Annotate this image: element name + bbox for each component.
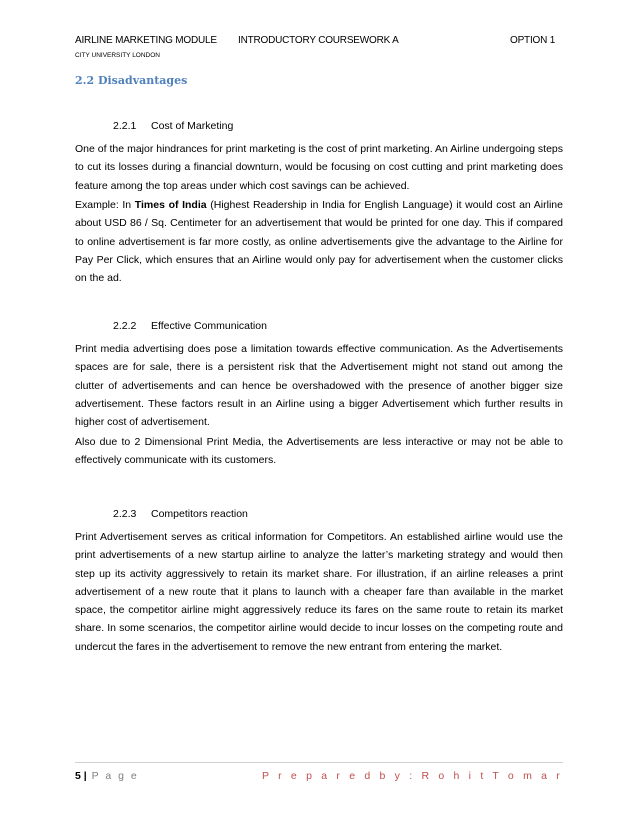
header-coursework-title: INTRODUCTORY COURSEWORK A <box>238 35 399 46</box>
newspaper-name: Times of India <box>134 199 207 211</box>
subsection-heading-effective-communication <box>113 320 267 332</box>
subsection-number: 2.2.2 <box>113 320 137 332</box>
subsection-heading-cost-of-marketing <box>113 120 233 132</box>
footer-page-number <box>75 770 139 782</box>
paragraph-communication-1: Print media advertising does pose a limitation towards effective communication. As the Advertisements spaces are for sale, there is a persistent risk that the Advertisement might not stand out among the clutter of advertisements and can hence be overshadowed with the presence of another bigger size advertisement. These factors result in an Airline using a bigger Advertisement which further results in higher cost of advertisement. <box>75 343 563 429</box>
footer-divider <box>75 762 563 763</box>
header-university: CITY UNIVERSITY LONDON <box>75 52 160 59</box>
subsection-title: Cost of Marketing <box>151 120 234 132</box>
paragraph-text: Example: In <box>75 199 135 211</box>
paragraph-text: (Highest Readership in India for English Language) it would cost an Airline about USD 86 / Sq. Centimeter for an advertisement that would be printed for one day. This if compared to online advertisement is far more costly, as online advertisements give the advantage to the Airline for Pay Per Click, which ensures that an Airline would only pay for advertisement when the customer clicks on the ad. <box>75 199 563 285</box>
subsection-title: Competitors reaction <box>151 508 248 520</box>
subsection-heading-competitors-reaction <box>113 508 248 520</box>
header-option: OPTION 1 <box>510 35 556 46</box>
paragraph-competitors-1: Print Advertisement serves as critical information for Competitors. An established airline would use the print advertisements of a new startup airline to analyze the latter’s marketing strategy and would then step up its activity aggressively to retain its market share. For illustration, if an airline releases a print advertisement of a new route that it plans to launch with a cheaper fare than available in the market space, the competitor airline might aggressively reduce its fares on the same route to retain its market share. In some scenarios, the competitor airline would decide to incur losses on the competing route and undercut the fares in the advertisement to remove the new entrant from entering the market. <box>75 531 563 653</box>
footer-author: P r e p a r e d b y : R o h i t T o m a r <box>261 770 563 782</box>
paragraph-cost-2 <box>75 196 563 287</box>
page-separator: | <box>83 770 87 782</box>
page-word: P a g e <box>91 770 139 782</box>
paragraph-communication-2: Also due to 2 Dimensional Print Media, the Advertisements are less interactive or may not be able to effectively communicate with its customers. <box>75 436 563 467</box>
subsection-number: 2.2.3 <box>113 508 137 520</box>
subsection-number: 2.2.1 <box>113 120 137 132</box>
section-title: 2.2 Disadvantages <box>75 74 188 87</box>
header-module-title: AIRLINE MARKETING MODULE <box>75 35 217 46</box>
paragraph-cost-1: One of the major hindrances for print marketing is the cost of print marketing. An Airline undergoing steps to cut its losses during a financial downturn, would be focusing on cost cutting and print marketing does feature among the top areas under which cost savings can be achieved. <box>75 143 563 192</box>
subsection-title: Effective Communication <box>151 320 267 332</box>
page-number: 5 <box>75 770 81 782</box>
